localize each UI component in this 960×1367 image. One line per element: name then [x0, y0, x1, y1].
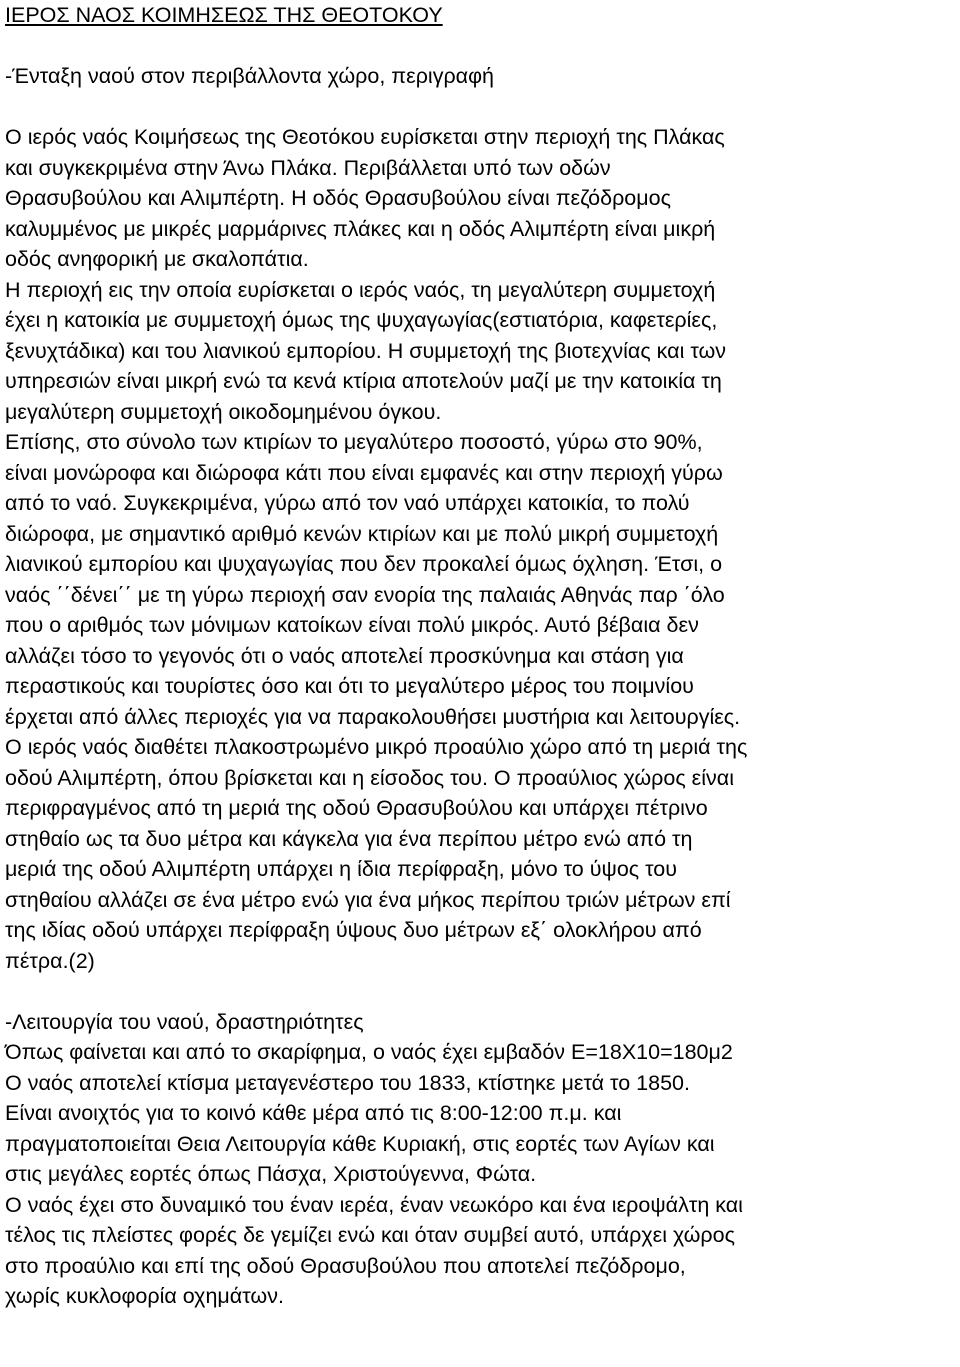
text-line: χωρίς κυκλοφορία οχημάτων. [5, 1284, 284, 1308]
text-line: οδού Αλιμπέρτη, όπου βρίσκεται και η είσοδος του. Ο προαύλιος χώρος είναι [5, 765, 734, 790]
text-line: Επίσης, στο σύνολο των κτιρίων το μεγαλύτερο ποσοστό, γύρω στο 90%, [5, 430, 703, 454]
spacer [5, 92, 955, 123]
document-page [5, 0, 955, 1312]
text-line: υπηρεσιών είναι μικρή ενώ τα κενά κτίρια αποτελούν μαζί με την κατοικία τη [5, 369, 722, 393]
text-line: που ο αριθμός των μόνιμων κατοίκων είναι πολύ μικρός. Αυτό βέβαια δεν [5, 613, 699, 637]
text-line: Είναι ανοιχτός για το κοινό κάθε μέρα από τις 8:00-12:00 π.μ. και [5, 1101, 622, 1125]
spacer [5, 31, 955, 62]
text-line: στο προαύλιο και επί της οδού Θρασυβούλου που αποτελεί πεζόδρομο, [5, 1253, 686, 1278]
text-line: από το ναό. Συγκεκριμένα, γύρω από τον ναό υπάρχει κατοικία, το πολύ [5, 491, 690, 515]
section-heading-location: -Ένταξη ναού στον περιβάλλοντα χώρο, περιγραφή [5, 64, 495, 88]
text-line: Ο ιερός ναός Κοιμήσεως της Θεοτόκου ευρίσκεται στην περιοχή της Πλάκας [5, 125, 725, 149]
text-line: Ο ναός αποτελεί κτίσμα μεταγενέστερο του 1833, κτίστηκε μετά το 1850. [5, 1070, 690, 1095]
section-heading-function: -Λειτουργία του ναού, δραστηριότητες [5, 1009, 364, 1034]
text-line: ναός ΄΄δένει΄΄ με τη γύρω περιοχή σαν ενορία της παλαιάς Αθηνάς παρ ΄όλο [5, 582, 725, 607]
text-line: Η περιοχή εις την οποία ευρίσκεται ο ιερός ναός, τη μεγαλύτερη συμμετοχή [5, 277, 716, 302]
text-line: Ο ιερός ναός διαθέτει πλακοστρωμένο μικρό προαύλιο χώρο από τη μεριά της [5, 735, 748, 759]
text-line: μεγαλύτερη συμμετοχή οικοδομημένου όγκου. [5, 399, 442, 424]
text-line: στηθαίου αλλάζει σε ένα μέτρο ενώ για ένα μήκος περίπου τριών μέτρων επί [5, 887, 731, 912]
text-line: τέλος τις πλείστες φορές δε γεμίζει ενώ και όταν συμβεί αυτό, υπάρχει χώρος [5, 1223, 735, 1247]
text-line: και συγκεκριμένα στην Άνω Πλάκα. Περιβάλλεται υπό των οδών [5, 155, 611, 180]
text-line: ξενυχτάδικα) και του λιανικού εμπορίου. Η συμμετοχή της βιοτεχνίας και των [5, 338, 727, 363]
text-line: Όπως φαίνεται και από το σκαρίφημα, ο ναός έχει εμβαδόν Ε=18Χ10=180μ2 [5, 1040, 733, 1064]
text-line: διώροφα, με σημαντικό αριθμό κενών κτιρίων και με πολύ μικρή συμμετοχή [5, 521, 719, 546]
text-line: περιφραγμένος από τη μεριά της οδού Θρασυβούλου και υπάρχει πέτρινο [5, 796, 708, 820]
text-line: περαστικούς και τουρίστες όσο και ότι το μεγαλύτερο μέρος του ποιμνίου [5, 674, 694, 698]
text-line: μεριά της οδού Αλιμπέρτη υπάρχει η ίδια περίφραξη, μόνο το ύψος του [5, 857, 678, 881]
text-line: οδός ανηφορική με σκαλοπάτια. [5, 247, 309, 271]
text-line: είναι μονώροφα και διώροφα κάτι που είναι εμφανές και στην περιοχή γύρω [5, 460, 723, 485]
section-body-function [5, 1037, 955, 1312]
text-line: έχει η κατοικία με συμμετοχή όμως της ψυχαγωγίας(εστιατόρια, καφετερίες, [5, 308, 718, 332]
text-line: πέτρα.(2) [5, 948, 95, 973]
text-line: στηθαίο ως τα δυο μέτρα και κάγκελα για ένα περίπου μέτρο ενώ από τη [5, 826, 693, 851]
spacer [5, 976, 955, 1007]
text-line: έρχεται από άλλες περιοχές για να παρακολουθήσει μυστήρια και λειτουργίες. [5, 704, 741, 729]
text-line: της ιδίας οδού υπάρχει περίφραξη ύψους δυο μέτρων εξ΄ ολοκλήρου από [5, 918, 702, 942]
text-line: καλυμμένος με μικρές μαρμάρινες πλάκες και η οδός Αλιμπέρτη είναι μικρή [5, 216, 716, 241]
document-title: ΙΕΡΟΣ ΝΑΟΣ ΚΟΙΜΗΣΕΩΣ ΤΗΣ ΘΕΟΤΟΚΟΥ [5, 3, 443, 27]
text-line: λιανικού εμπορίου και ψυχαγωγίας που δεν προκαλεί όμως όχληση. Έτσι, ο [5, 552, 723, 576]
text-line: Ο ναός έχει στο δυναμικό του έναν ιερέα, έναν νεωκόρο και ένα ιεροψάλτη και [5, 1192, 743, 1217]
text-line: πραγματοποιείται Θεια Λειτουργία κάθε Κυριακή, στις εορτές των Αγίων και [5, 1131, 715, 1156]
section-body-location [5, 122, 955, 976]
text-line: στις μεγάλες εορτές όπως Πάσχα, Χριστούγεννα, Φώτα. [5, 1162, 537, 1186]
text-line: αλλάζει τόσο το γεγονός ότι ο ναός αποτελεί προσκύνημα και στάση για [5, 643, 684, 668]
text-line: Θρασυβούλου και Αλιμπέρτη. Η οδός Θρασυβούλου είναι πεζόδρομος [5, 186, 671, 210]
